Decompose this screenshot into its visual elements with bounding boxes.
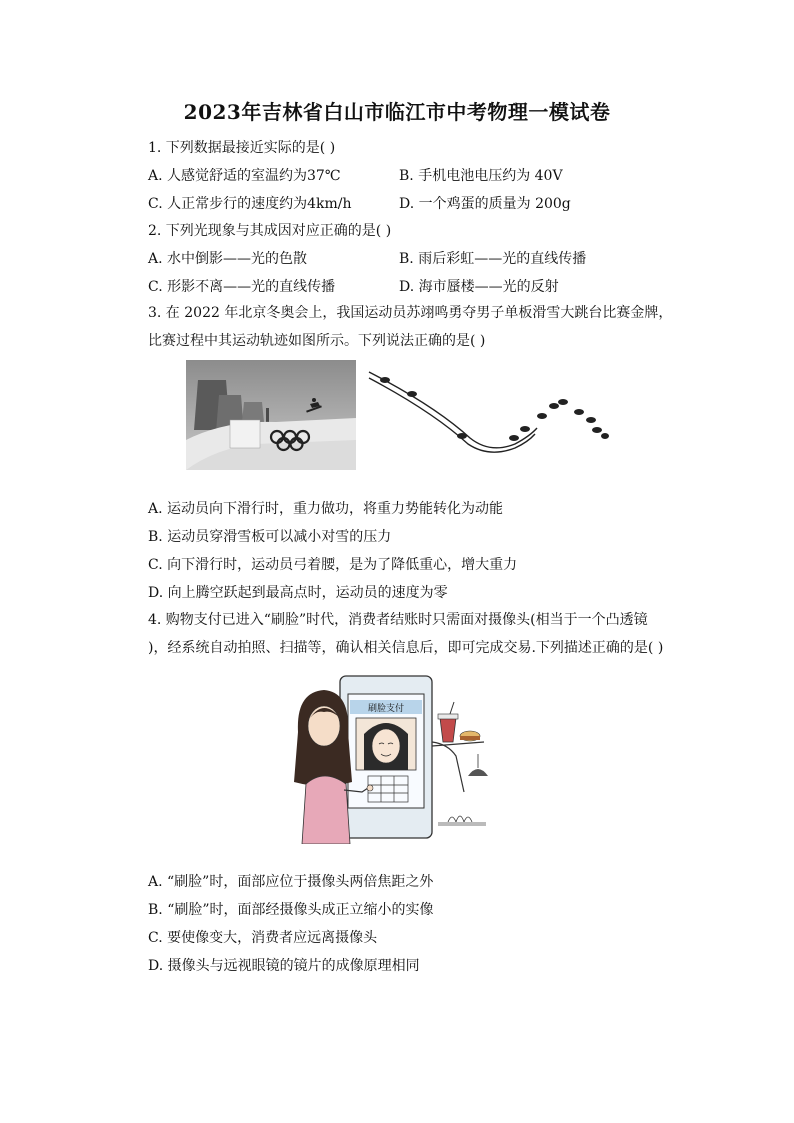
question-4-stem-line-2: )，经系统自动拍照、扫描等，确认相关信息后，即可完成交易.下列描述正确的是( ) bbox=[148, 640, 664, 656]
question-2-stem: 2. 下列光现象与其成因对应正确的是( ) bbox=[148, 223, 392, 239]
question-4-option-a: A. “刷脸”时，面部应位于摄像头两倍焦距之外 bbox=[148, 874, 434, 890]
question-4-option-b: B. “刷脸”时，面部经摄像头成正立缩小的实像 bbox=[148, 902, 434, 918]
big-air-venue-photo bbox=[186, 360, 356, 470]
question-3-option-b: B. 运动员穿滑雪板可以减小对雪的压力 bbox=[148, 529, 392, 545]
question-4-option-c: C. 要使像变大，消费者应远离摄像头 bbox=[148, 930, 378, 946]
face-payment-kiosk-illustration bbox=[288, 672, 500, 844]
question-3-stem-line-2: 比赛过程中其运动轨迹如图所示。下列说法正确的是( ) bbox=[148, 333, 486, 349]
question-3-option-a: A. 运动员向下滑行时，重力做功，将重力势能转化为动能 bbox=[148, 501, 504, 517]
exam-title: 2023年吉林省白山市临江市中考物理一模试卷 bbox=[183, 100, 611, 124]
question-2-option-d: D. 海市蜃楼——光的反射 bbox=[399, 279, 559, 295]
skier-trajectory-diagram bbox=[365, 366, 615, 458]
question-4-option-d: D. 摄像头与远视眼镜的镜片的成像原理相同 bbox=[148, 958, 420, 974]
kiosk-screen-title: 刷脸支付 bbox=[367, 704, 405, 714]
question-1-option-b: B. 手机电池电压约为 40V bbox=[399, 168, 563, 184]
question-3-option-c: C. 向下滑行时，运动员弓着腰，是为了降低重心，增大重力 bbox=[148, 557, 518, 573]
question-4-stem-line-1: 4. 购物支付已进入“刷脸”时代，消费者结账时只需面对摄像头(相当于一个凸透镜 bbox=[148, 612, 648, 628]
question-1-option-d: D. 一个鸡蛋的质量为 200g bbox=[399, 196, 571, 212]
question-2-option-c: C. 形影不离——光的直线传播 bbox=[148, 279, 336, 295]
question-1-stem: 1. 下列数据最接近实际的是( ) bbox=[148, 140, 336, 156]
question-3-stem-line-1: 3. 在 2022 年北京冬奥会上，我国运动员苏翊鸣勇夺男子单板滑雪大跳台比赛金牌， bbox=[148, 305, 673, 321]
question-2-option-a: A. 水中倒影——光的色散 bbox=[148, 251, 308, 267]
question-2-option-b: B. 雨后彩虹——光的直线传播 bbox=[399, 251, 587, 267]
question-1-option-c: C. 人正常步行的速度约为4km/h bbox=[148, 196, 352, 212]
question-1-option-a: A. 人感觉舒适的室温约为37℃ bbox=[148, 168, 341, 184]
question-3-option-d: D. 向上腾空跃起到最高点时，运动员的速度为零 bbox=[148, 585, 448, 601]
